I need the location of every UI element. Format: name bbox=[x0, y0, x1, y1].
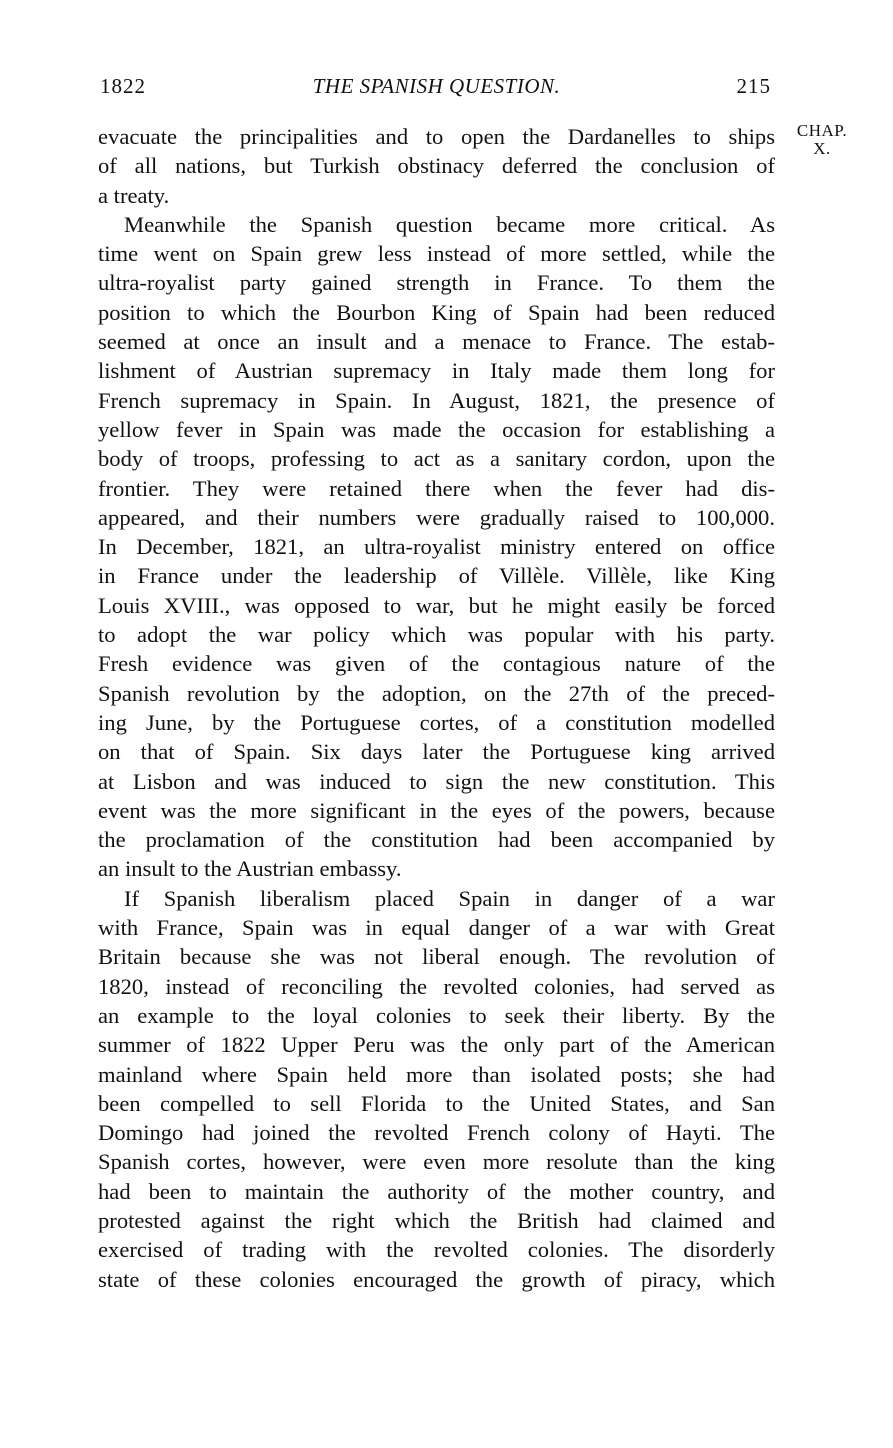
text-line: position to which the Bourbon King of Spain had been reduced bbox=[98, 299, 775, 325]
running-header bbox=[98, 74, 775, 104]
text-line: exercised of trading with the revolted colonies. The disorderly bbox=[98, 1237, 775, 1263]
text-line: lishment of Austrian supremacy in Italy made them long for bbox=[98, 358, 775, 384]
text-line: an insult to the Austrian embassy. bbox=[98, 856, 402, 882]
text-line: summer of 1822 Upper Peru was the only part of the American bbox=[98, 1032, 775, 1058]
text-line: a treaty. bbox=[98, 182, 170, 208]
text-line: the proclamation of the constitution had been accompanied by bbox=[98, 827, 775, 853]
text-line: appeared, and their numbers were gradually raised to 100,000. bbox=[98, 504, 775, 530]
text-line: frontier. They were retained there when the fever had dis- bbox=[98, 475, 775, 501]
text-line: of all nations, but Turkish obstinacy deferred the conclusion of bbox=[98, 153, 775, 179]
text-line: Domingo had joined the revolted French colony of Hayti. The bbox=[98, 1120, 775, 1146]
text-line: ultra-royalist party gained strength in France. To them the bbox=[98, 270, 775, 296]
text-line: Spanish revolution by the adoption, on the 27th of the preced- bbox=[98, 680, 775, 706]
margin-note-chap: CHAP. bbox=[796, 121, 848, 140]
text-line: an example to the loyal colonies to seek their liberty. By the bbox=[98, 1002, 775, 1028]
chapter-margin-note bbox=[790, 122, 854, 158]
text-line: to adopt the war policy which was popular with his party. bbox=[98, 622, 775, 648]
text-line: Louis XVIII., was opposed to war, but he might easily be forced bbox=[98, 592, 775, 618]
text-line: time went on Spain grew less instead of more settled, while the bbox=[98, 241, 775, 267]
header-year: 1822 bbox=[100, 74, 146, 98]
text-line: event was the more significant in the eyes of the powers, because bbox=[98, 797, 775, 823]
margin-note-number: X. bbox=[813, 139, 831, 158]
text-line: Spanish cortes, however, were even more resolute than the king bbox=[98, 1149, 775, 1175]
text-line: state of these colonies encouraged the growth of piracy, which bbox=[98, 1266, 775, 1292]
text-line: mainland where Spain held more than isolated posts; she had bbox=[98, 1061, 775, 1087]
text-line: on that of Spain. Six days later the Portuguese king arrived bbox=[98, 739, 775, 765]
text-line: Fresh evidence was given of the contagious nature of the bbox=[98, 651, 775, 677]
text-line: evacuate the principalities and to open the Dardanelles to ships bbox=[98, 124, 775, 149]
text-line: with France, Spain was in equal danger of a war with Great bbox=[98, 915, 775, 941]
text-line: had been to maintain the authority of the mother country, and bbox=[98, 1178, 775, 1204]
text-line: Britain because she was not liberal enough. The revolution of bbox=[98, 944, 775, 970]
text-line: been compelled to sell Florida to the United States, and San bbox=[98, 1090, 775, 1116]
text-line: ing June, by the Portuguese cortes, of a constitution modelled bbox=[98, 709, 775, 735]
text-line: If Spanish liberalism placed Spain in danger of a war bbox=[124, 885, 775, 911]
text-line: body of troops, professing to act as a sanitary cordon, upon the bbox=[98, 446, 775, 472]
text-line: Meanwhile the Spanish question became more critical. As bbox=[124, 211, 775, 237]
text-line: in France under the leadership of Villèle. Villèle, like King bbox=[98, 563, 775, 589]
text-line: at Lisbon and was induced to sign the new constitution. This bbox=[98, 768, 775, 794]
text-line: yellow fever in Spain was made the occasion for establishing a bbox=[98, 416, 775, 442]
header-title: THE SPANISH QUESTION. bbox=[312, 74, 561, 98]
text-line: seemed at once an insult and a menace to France. The estab- bbox=[98, 329, 775, 355]
text-line: French supremacy in Spain. In August, 1821, the presence of bbox=[98, 387, 775, 413]
text-line: protested against the right which the British had claimed and bbox=[98, 1207, 775, 1233]
text-line: In December, 1821, an ultra-royalist ministry entered on office bbox=[98, 534, 775, 560]
page-number: 215 bbox=[736, 74, 771, 98]
text-line: 1820, instead of reconciling the revolted colonies, had served as bbox=[98, 973, 775, 999]
body-text bbox=[98, 122, 775, 1294]
